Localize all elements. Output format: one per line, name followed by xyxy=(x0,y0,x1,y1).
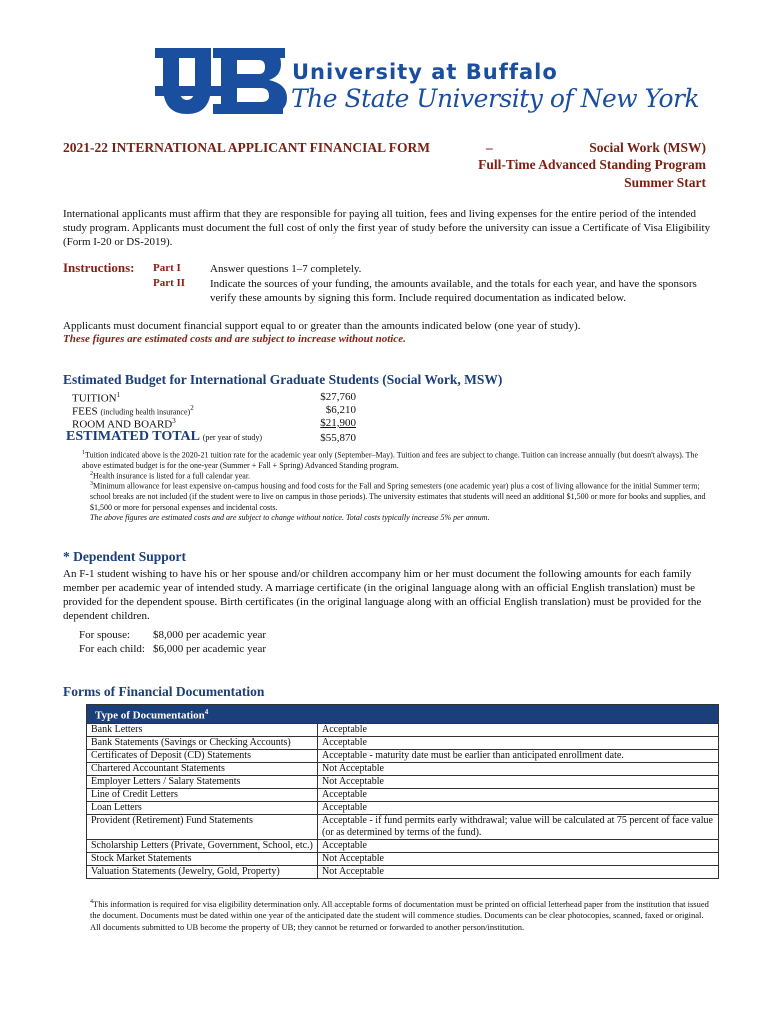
dependent-paragraph: An F-1 student wishing to have his or her spouse and/or children accompany him or her must document the following amounts for each family member per academic year of intended study. A marriage certificate (in the original language along with an official English translation) must be provided for the dependent spouse. Birth certificates (in the original language along with an official English translation) must be provided for the dependent children. xyxy=(63,568,702,622)
doc-status-cell: Not Acceptable xyxy=(318,852,719,865)
doc-type-cell: Certificates of Deposit (CD) Statements xyxy=(87,749,318,762)
child-amount: $6,000 per academic year xyxy=(153,643,266,655)
doc-status-cell: Acceptable xyxy=(318,723,719,736)
support-note: Applicants must document financial support equal to or greater than the amounts indicated below (one year of study). xyxy=(63,320,581,332)
ub-logo xyxy=(155,40,700,120)
room-board-label: ROOM AND BOARD$^3$ xyxy=(72,417,176,431)
spouse-label: For spouse: xyxy=(79,629,131,641)
doc-status-cell: Not Acceptable xyxy=(318,865,719,878)
spouse-amount: $8,000 per academic year xyxy=(153,629,266,641)
documentation-table xyxy=(86,704,719,879)
tuition-amount: $27,760 xyxy=(320,391,356,403)
doc-type-cell: Chartered Accountant Statements xyxy=(87,762,318,775)
doc-status-cell: Acceptable xyxy=(318,788,719,801)
room-board-amount: $21,900 xyxy=(320,417,356,429)
doc-type-cell: Employer Letters / Salary Statements xyxy=(87,775,318,788)
estimate-note: These figures are estimated costs and are subject to increase without notice. xyxy=(63,333,406,345)
program-name: Social Work (MSW) xyxy=(589,140,706,155)
table-row xyxy=(87,775,719,788)
dependent-heading: * Dependent Support xyxy=(63,549,187,564)
university-subtitle: The State University of New York xyxy=(291,84,700,113)
doc-type-cell: Bank Statements (Savings or Checking Accounts) xyxy=(87,736,318,749)
table-row xyxy=(87,736,719,749)
doc-status-cell: Acceptable xyxy=(318,801,719,814)
table-row xyxy=(87,762,719,775)
doc-type-cell: Line of Credit Letters xyxy=(87,788,318,801)
part1-label: Part I xyxy=(153,262,181,274)
part1-text: Answer questions 1–7 completely. xyxy=(210,263,362,275)
doc-status-cell: Not Acceptable xyxy=(318,762,719,775)
ub-monogram-icon xyxy=(155,40,290,120)
doc-type-cell: Bank Letters xyxy=(87,723,318,736)
budget-heading: Estimated Budget for International Graduate Students (Social Work, MSW) xyxy=(63,372,503,387)
footnote-1: $^1$Tuition indicated above is the 2020-21 tuition rate for the academic year only (September–May). Tuition and fees are subject to change. Tuition can increase annually (but doesn't always). The above estimated budget is for the one-year (Summer + Fall + Spring) Advanced Standing program. xyxy=(82,450,699,471)
doc-type-cell: Valuation Statements (Jewelry, Gold, Property) xyxy=(87,865,318,878)
program-type: Full-Time Advanced Standing Program xyxy=(478,157,706,172)
documentation-heading: Forms of Financial Documentation xyxy=(63,684,265,699)
table-row xyxy=(87,814,719,839)
table-row xyxy=(87,852,719,865)
footnote-budget-note: The above figures are estimated costs and are subject to change without notice. Total costs typically increase 5% per annum. xyxy=(90,513,490,522)
form-title: 2021-22 INTERNATIONAL APPLICANT FINANCIAL FORM xyxy=(63,140,431,155)
doc-type-cell: Loan Letters xyxy=(87,801,318,814)
child-label: For each child: xyxy=(79,643,145,655)
doc-status-cell: Acceptable - maturity date must be earlier than anticipated enrollment date. xyxy=(318,749,719,762)
table-header: Type of Documentation$^4$ xyxy=(87,705,719,724)
table-row xyxy=(87,801,719,814)
footnote-4: $^4$This information is required for visa eligibility determination only. All acceptable forms of documentation must be printed on official letterhead paper from the institution that issued the document. Documents must be dated within one year of the anticipated date the student will commence studies. Documents can be clear photocopies, scanned, faxed or original. All documents submitted to UB become the property of UB; they cannot be returned or forwarded to another person/institution. xyxy=(90,898,709,932)
fees-amount: $6,210 xyxy=(325,404,356,416)
part2-text: Indicate the sources of your funding, the amounts available, and the totals for each year, and have the sponsors verify these amounts by signing this form. Include required documentation as indicated below. xyxy=(210,278,697,304)
part2-label: Part II xyxy=(153,277,186,289)
tuition-label: TUITION$^1$ xyxy=(72,391,121,405)
total-label: ESTIMATED TOTAL (per year of study) xyxy=(66,429,263,444)
program-start: Summer Start xyxy=(624,175,706,190)
doc-type-cell: Provident (Retirement) Fund Statements xyxy=(87,814,318,839)
table-row xyxy=(87,749,719,762)
title-dash: – xyxy=(486,140,493,155)
doc-type-cell: Stock Market Statements xyxy=(87,852,318,865)
table-row xyxy=(87,788,719,801)
footnote-2: $^2$Health insurance is listed for a full calendar year. xyxy=(90,471,251,481)
table-row xyxy=(87,723,719,736)
total-amount: $55,870 xyxy=(320,432,356,444)
doc-type-cell: Scholarship Letters (Private, Government, School, etc.) xyxy=(87,839,318,852)
instructions-label: Instructions: xyxy=(63,260,135,275)
doc-status-cell: Acceptable xyxy=(318,736,719,749)
fees-label: FEES (including health insurance)$^2$ xyxy=(72,404,194,418)
table-row xyxy=(87,839,719,852)
table-row xyxy=(87,865,719,878)
footnote-3: $^3$Minimum allowance for least expensive on-campus housing and food costs for the Fall and Spring semesters (one academic year) plus a cost of living allowance for the initial Summer term; school breaks are not included (if the student were to live on campus in those periods). The university estimates that students will need an additional $1,500 or more for books and supplies, and $1,500 or more for personal expenses and incidental costs. xyxy=(90,481,706,512)
intro-paragraph: International applicants must affirm that they are responsible for paying all tuition, fees and living expenses for the entire period of the intended study program. Applicants must document the full cost of only the first year of study before the university can issue a Certificate of Visa Eligibility (Form I-20 or DS-2019). xyxy=(63,208,711,248)
doc-status-cell: Acceptable xyxy=(318,839,719,852)
doc-status-cell: Not Acceptable xyxy=(318,775,719,788)
university-name: University at Buffalo xyxy=(292,60,558,84)
doc-status-cell: Acceptable - if fund permits early withdrawal; value will be calculated at 75 percent of face value (or as determined by terms of the fund). xyxy=(318,814,719,839)
